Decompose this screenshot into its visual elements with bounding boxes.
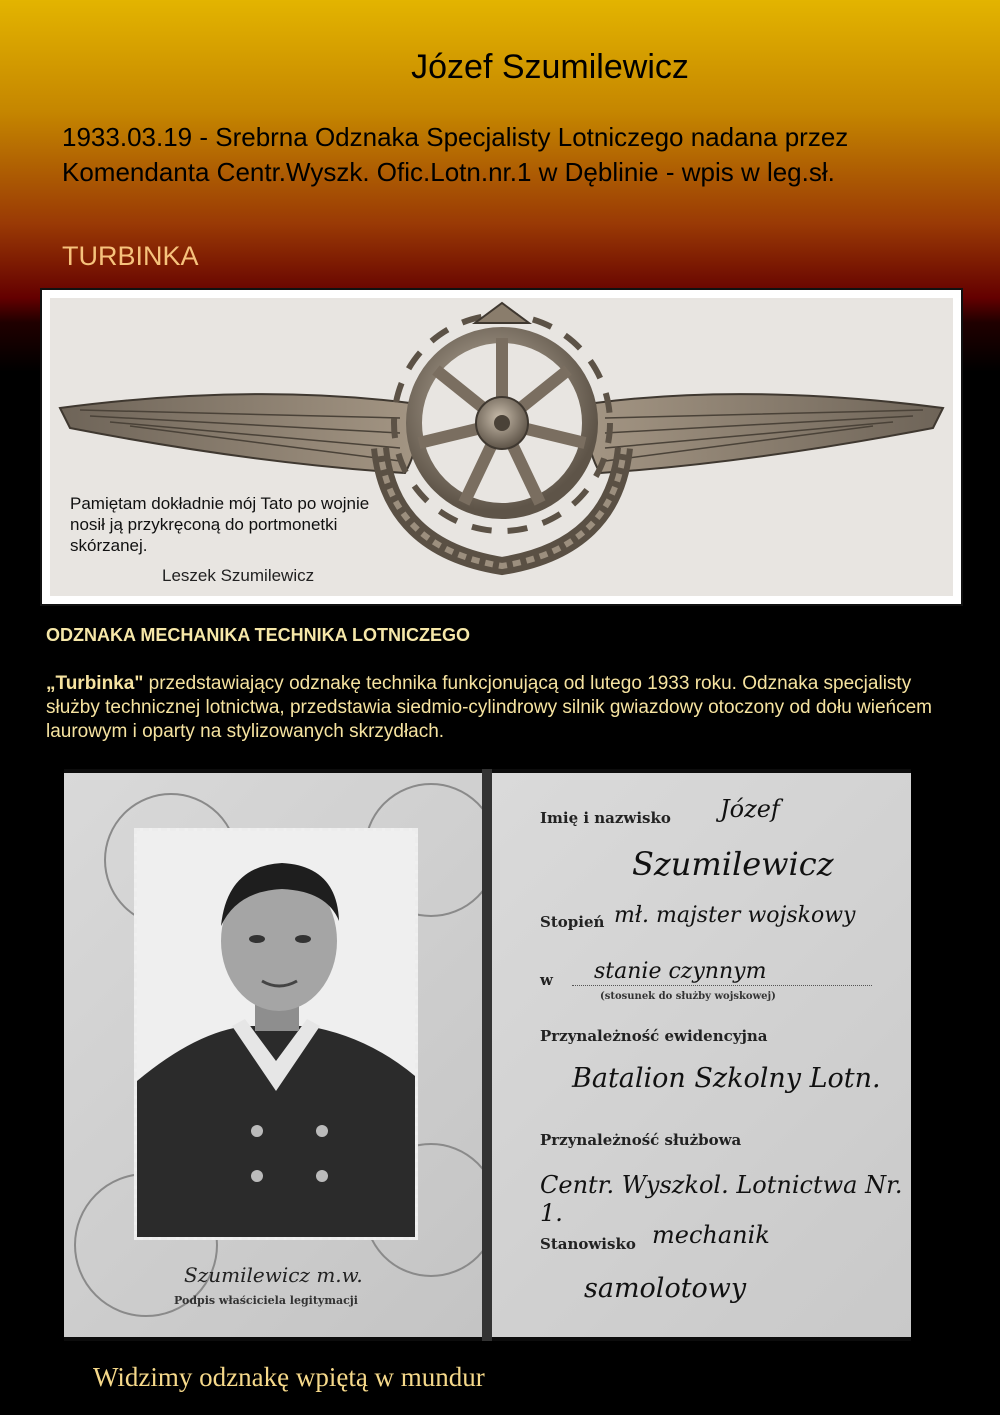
- intro-text: 1933.03.19 - Srebrna Odznaka Specjalisty Lotniczego nadana przez Komendanta Centr.Wyszk. Ofic.Lotn.nr.1 w Dęblinie - wpis w leg.sł.: [62, 122, 849, 187]
- quote-author: Leszek Szumilewicz: [162, 566, 315, 585]
- badge-photo: [40, 288, 963, 606]
- field-value-status: stanie czynnym: [594, 959, 767, 984]
- badge-photo-inner: [50, 298, 953, 596]
- field-value-surname: Szumilewicz: [632, 845, 834, 883]
- section-heading: ODZNAKA MECHANIKA TECHNIKA LOTNICZEGO: [46, 625, 470, 645]
- field-value-first-name: Józef: [720, 795, 780, 823]
- portrait-photo: [134, 828, 418, 1240]
- id-right-page: [492, 773, 911, 1337]
- field-label-name: Imię i nazwisko: [540, 809, 671, 827]
- description-lead: „Turbinka": [46, 673, 144, 694]
- owner-signature: Szumilewicz m.w.: [184, 1263, 363, 1287]
- field-value-rank: mł. majster wojskowy: [614, 903, 856, 928]
- field-label-service-unit: Przynależność służbowa: [540, 1131, 742, 1149]
- description-text: przedstawiający odznakę technika funkcjonującą od lutego 1933 roku. Odznaka specjalisty służby technicznej lotnictwa, przedstawia siedmio-cylindrowy silnik gwiazdowy otoczony od dołu wieńcem laurowym i oparty na stylizowanych skrzydłach.: [46, 673, 933, 742]
- field-note-status: (stosunek do służby wojskowej): [600, 991, 776, 1002]
- field-label-status: w: [540, 971, 553, 989]
- field-value-registry: Batalion Szkolny Lotn.: [572, 1063, 881, 1094]
- dotted-line: [572, 985, 872, 986]
- field-label-registry: Przynależność ewidencyjna: [540, 1027, 768, 1045]
- field-label-position: Stanowisko: [540, 1235, 636, 1253]
- portrait-image: [137, 831, 415, 1237]
- page-title: Józef Szumilewicz: [411, 48, 689, 86]
- bottom-caption: Widzimy odznakę wpiętą w mundur: [93, 1362, 485, 1392]
- badge-name-label: TURBINKA: [62, 241, 199, 271]
- service-id-booklet: [64, 769, 911, 1341]
- field-value-position-cont: samolotowy: [584, 1273, 747, 1304]
- quote-text: Pamiętam dokładnie mój Tato po wojnie nosił ją przykręconą do portmonetki skórzanej.: [70, 494, 370, 555]
- badge-description: [46, 672, 966, 744]
- id-left-page: [64, 773, 482, 1337]
- field-label-rank: Stopień: [540, 913, 605, 931]
- field-value-position: mechanik: [652, 1221, 770, 1249]
- field-value-service-unit: Centr. Wyszkol. Lotnictwa Nr. 1.: [540, 1171, 903, 1227]
- signature-caption: Podpis właściciela legitymacji: [174, 1294, 358, 1307]
- booklet-spine: [482, 769, 492, 1341]
